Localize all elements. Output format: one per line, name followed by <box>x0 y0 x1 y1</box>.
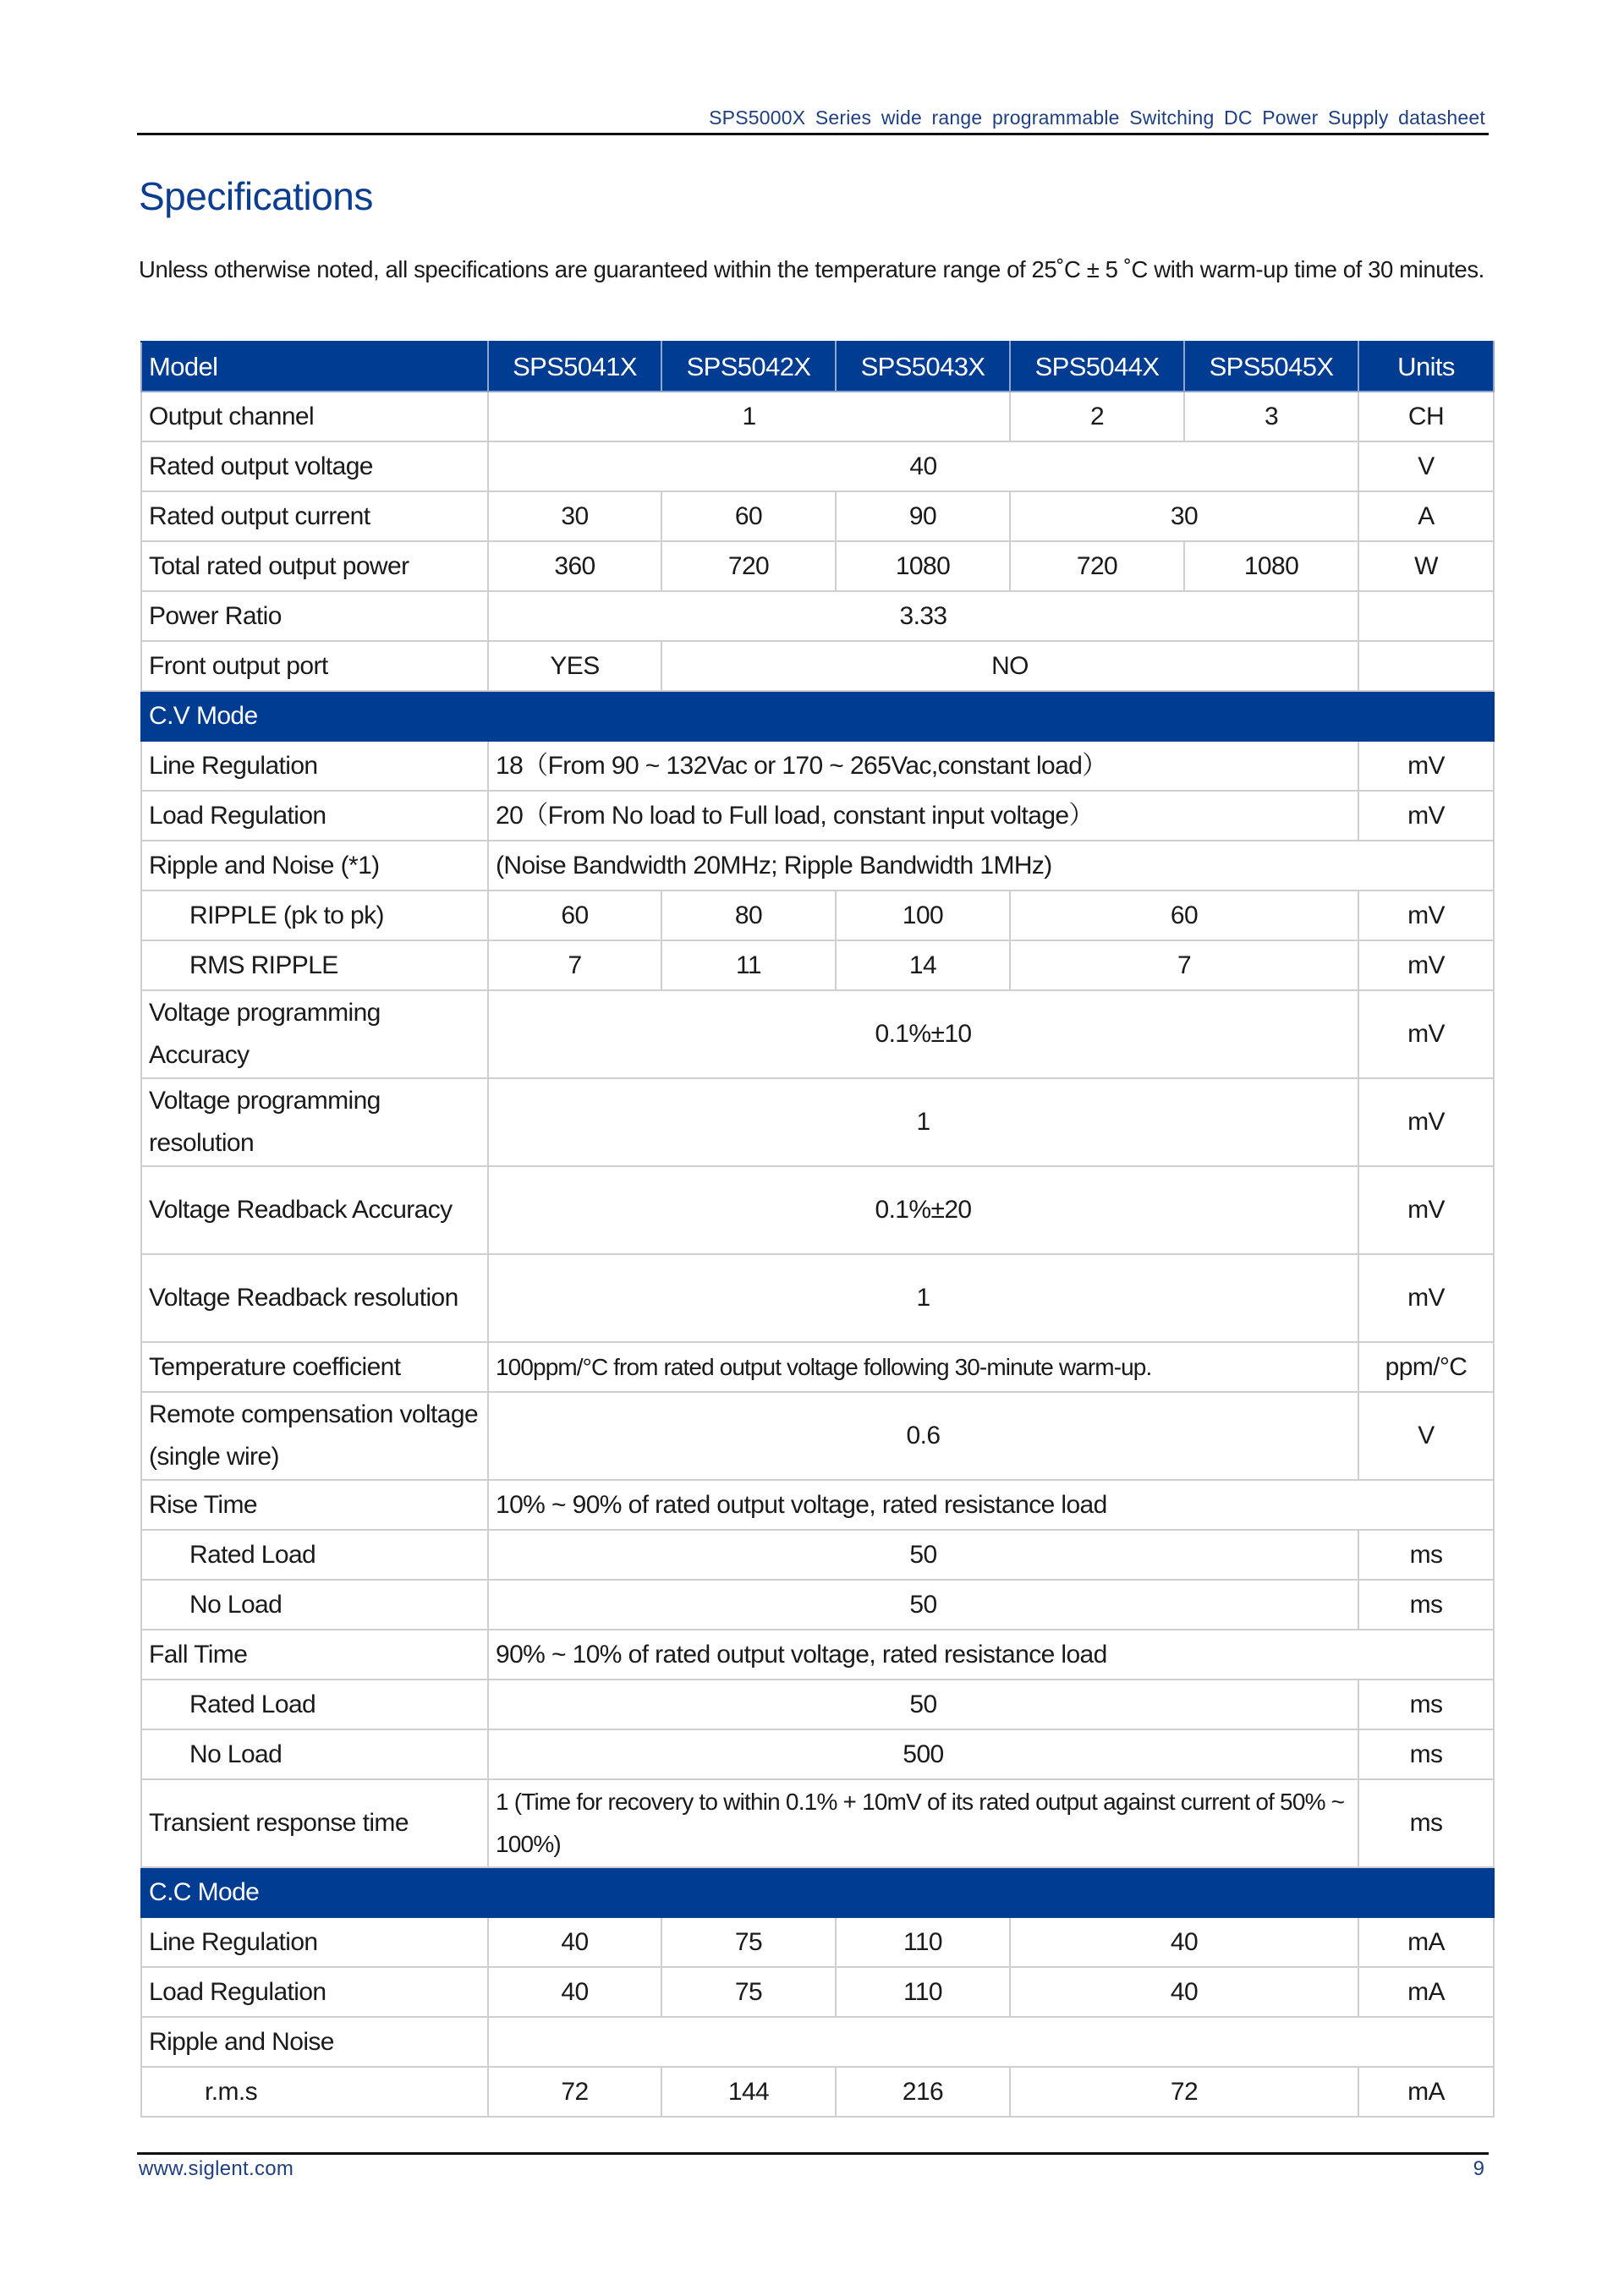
table-row <box>141 741 1494 791</box>
cell-value: 30 <box>488 491 661 541</box>
column-header: SPS5045X <box>1184 342 1358 392</box>
row-label: Line Regulation <box>141 1917 488 1967</box>
table-row <box>141 940 1494 990</box>
cell-value: 72 <box>488 2067 661 2117</box>
table-row <box>141 591 1494 641</box>
cell-value: 90% ~ 10% of rated output voltage, rated resistance load <box>488 1630 1494 1680</box>
row-label: No Load <box>141 1580 488 1630</box>
page-title: Specifications <box>139 174 373 218</box>
table-row <box>141 1392 1494 1480</box>
cell-value: 7 <box>1010 940 1358 990</box>
row-label: Front output port <box>141 641 488 691</box>
cell-unit: ms <box>1358 1580 1494 1630</box>
section-title: C.V Mode <box>141 691 1494 741</box>
cell-value: 40 <box>488 441 1358 491</box>
row-label: Rated Load <box>141 1680 488 1729</box>
cell-value: 0.1%±20 <box>488 1166 1358 1254</box>
cell-unit <box>1358 641 1494 691</box>
row-label: Ripple and Noise <box>141 2017 488 2067</box>
cell-unit: mA <box>1358 1967 1494 2017</box>
cell-value: 1080 <box>836 541 1010 591</box>
cell-value: 144 <box>661 2067 836 2117</box>
cell-unit: W <box>1358 541 1494 591</box>
cell-value: 1080 <box>1184 541 1358 591</box>
cell-value: YES <box>488 641 661 691</box>
cell-value: 50 <box>488 1580 1358 1630</box>
cell-value: 18（From 90 ~ 132Vac or 170 ~ 265Vac,constant load） <box>488 741 1358 791</box>
cell-value: 2 <box>1010 392 1184 441</box>
footer-website-link[interactable]: www.siglent.com <box>139 2157 294 2180</box>
cell-value: 75 <box>661 1917 836 1967</box>
table-row <box>141 641 1494 691</box>
table-header-row <box>141 342 1494 392</box>
cell-value: 40 <box>488 1967 661 2017</box>
cell-unit: mA <box>1358 2067 1494 2117</box>
cell-value: 80 <box>661 890 836 940</box>
cell-unit: mA <box>1358 1917 1494 1967</box>
cell-value: 3 <box>1184 392 1358 441</box>
row-label: Temperature coefficient <box>141 1342 488 1392</box>
row-label: RIPPLE (pk to pk) <box>141 890 488 940</box>
cell-value: 50 <box>488 1530 1358 1580</box>
row-label: Power Ratio <box>141 591 488 641</box>
cell-value: 1 <box>488 1254 1358 1342</box>
page-footer-rule <box>137 2152 1489 2155</box>
cell-unit <box>1358 591 1494 641</box>
row-label: Rated output current <box>141 491 488 541</box>
cell-value: 1 (Time for recovery to within 0.1% + 10mV of its rated output against current of 50% ~ 100%) <box>488 1779 1358 1867</box>
row-label: No Load <box>141 1729 488 1779</box>
table-row <box>141 2017 1494 2067</box>
row-label: Voltage Readback Accuracy <box>141 1166 488 1254</box>
table-row <box>141 1342 1494 1392</box>
section-header-cv <box>141 691 1494 741</box>
cell-value: 72 <box>1010 2067 1358 2117</box>
row-label: Rise Time <box>141 1480 488 1530</box>
section-header-cc <box>141 1867 1494 1917</box>
table-row <box>141 841 1494 890</box>
table-row <box>141 1680 1494 1729</box>
document-title: SPS5000X Series wide range programmable Switching DC Power Supply datasheet <box>709 107 1485 129</box>
section-title: C.C Mode <box>141 1867 1494 1917</box>
cell-unit: mV <box>1358 1254 1494 1342</box>
cell-value: 20（From No load to Full load, constant input voltage） <box>488 791 1358 841</box>
cell-value: 50 <box>488 1680 1358 1729</box>
cell-value: 100ppm/°C from rated output voltage following 30-minute warm-up. <box>488 1342 1358 1392</box>
table-row <box>141 491 1494 541</box>
column-header: SPS5044X <box>1010 342 1184 392</box>
cell-unit: mV <box>1358 741 1494 791</box>
cell-value: 10% ~ 90% of rated output voltage, rated resistance load <box>488 1480 1494 1530</box>
page-number: 9 <box>1473 2157 1484 2180</box>
row-label: Rated output voltage <box>141 441 488 491</box>
column-header: Model <box>141 342 488 392</box>
cell-unit: mV <box>1358 990 1494 1078</box>
row-label: RMS RIPPLE <box>141 940 488 990</box>
cell-value: 216 <box>836 2067 1010 2117</box>
table-row <box>141 392 1494 441</box>
table-row <box>141 1254 1494 1342</box>
table-row <box>141 541 1494 591</box>
table-row <box>141 441 1494 491</box>
cell-unit: V <box>1358 441 1494 491</box>
table-row <box>141 791 1494 841</box>
row-label: Transient response time <box>141 1779 488 1867</box>
cell-value: 40 <box>488 1917 661 1967</box>
cell-value: 90 <box>836 491 1010 541</box>
specifications-table <box>140 341 1495 2118</box>
cell-value: 7 <box>488 940 661 990</box>
table-row <box>141 1967 1494 2017</box>
cell-value: 360 <box>488 541 661 591</box>
cell-value <box>488 2017 1494 2067</box>
table-row <box>141 1729 1494 1779</box>
table-row <box>141 2067 1494 2117</box>
table-row <box>141 1078 1494 1166</box>
cell-value: 60 <box>661 491 836 541</box>
table-row <box>141 1530 1494 1580</box>
intro-paragraph: Unless otherwise noted, all specifications are guaranteed within the temperature range of 25˚C ± 5 ˚C with warm-up time of 30 minutes. <box>139 256 1484 282</box>
cell-unit: mV <box>1358 940 1494 990</box>
cell-unit: A <box>1358 491 1494 541</box>
row-label: Load Regulation <box>141 1967 488 2017</box>
cell-value: 60 <box>488 890 661 940</box>
cell-unit: CH <box>1358 392 1494 441</box>
cell-unit: mV <box>1358 1166 1494 1254</box>
table-row <box>141 1630 1494 1680</box>
table-row <box>141 1480 1494 1530</box>
table-row <box>141 1779 1494 1867</box>
row-label: Output channel <box>141 392 488 441</box>
row-label: Fall Time <box>141 1630 488 1680</box>
column-header: SPS5042X <box>661 342 836 392</box>
cell-value: 110 <box>836 1967 1010 2017</box>
row-label: Line Regulation <box>141 741 488 791</box>
column-header: SPS5043X <box>836 342 1010 392</box>
cell-value: 1 <box>488 392 1010 441</box>
cell-unit: mV <box>1358 791 1494 841</box>
row-label: Voltage Readback resolution <box>141 1254 488 1342</box>
page-header <box>137 101 1489 135</box>
cell-unit: ms <box>1358 1530 1494 1580</box>
column-header: Units <box>1358 342 1494 392</box>
row-label: Voltage programming Accuracy <box>141 990 488 1078</box>
cell-value: 720 <box>661 541 836 591</box>
cell-value: 75 <box>661 1967 836 2017</box>
cell-value: (Noise Bandwidth 20MHz; Ripple Bandwidth 1MHz) <box>488 841 1494 890</box>
row-label: r.m.s <box>141 2067 488 2117</box>
cell-value: 1 <box>488 1078 1358 1166</box>
row-label: Rated Load <box>141 1530 488 1580</box>
table-row <box>141 1917 1494 1967</box>
cell-value: 0.6 <box>488 1392 1358 1480</box>
cell-value: NO <box>661 641 1358 691</box>
cell-value: 110 <box>836 1917 1010 1967</box>
cell-value: 30 <box>1010 491 1358 541</box>
row-label: Total rated output power <box>141 541 488 591</box>
cell-value: 14 <box>836 940 1010 990</box>
cell-unit: mV <box>1358 1078 1494 1166</box>
cell-value: 40 <box>1010 1917 1358 1967</box>
row-label: Remote compensation voltage (single wire) <box>141 1392 488 1480</box>
cell-value: 11 <box>661 940 836 990</box>
row-label: Voltage programming resolution <box>141 1078 488 1166</box>
cell-unit: V <box>1358 1392 1494 1480</box>
cell-value: 60 <box>1010 890 1358 940</box>
cell-unit: ppm/°C <box>1358 1342 1494 1392</box>
cell-value: 720 <box>1010 541 1184 591</box>
cell-value: 0.1%±10 <box>488 990 1358 1078</box>
row-label: Load Regulation <box>141 791 488 841</box>
cell-value: 3.33 <box>488 591 1358 641</box>
cell-value: 100 <box>836 890 1010 940</box>
table-row <box>141 990 1494 1078</box>
cell-unit: ms <box>1358 1729 1494 1779</box>
cell-unit: ms <box>1358 1680 1494 1729</box>
cell-unit: mV <box>1358 890 1494 940</box>
column-header: SPS5041X <box>488 342 661 392</box>
table-row <box>141 1580 1494 1630</box>
cell-value: 500 <box>488 1729 1358 1779</box>
row-label: Ripple and Noise (*1) <box>141 841 488 890</box>
table-row <box>141 890 1494 940</box>
cell-unit: ms <box>1358 1779 1494 1867</box>
table-row <box>141 1166 1494 1254</box>
cell-value: 40 <box>1010 1967 1358 2017</box>
